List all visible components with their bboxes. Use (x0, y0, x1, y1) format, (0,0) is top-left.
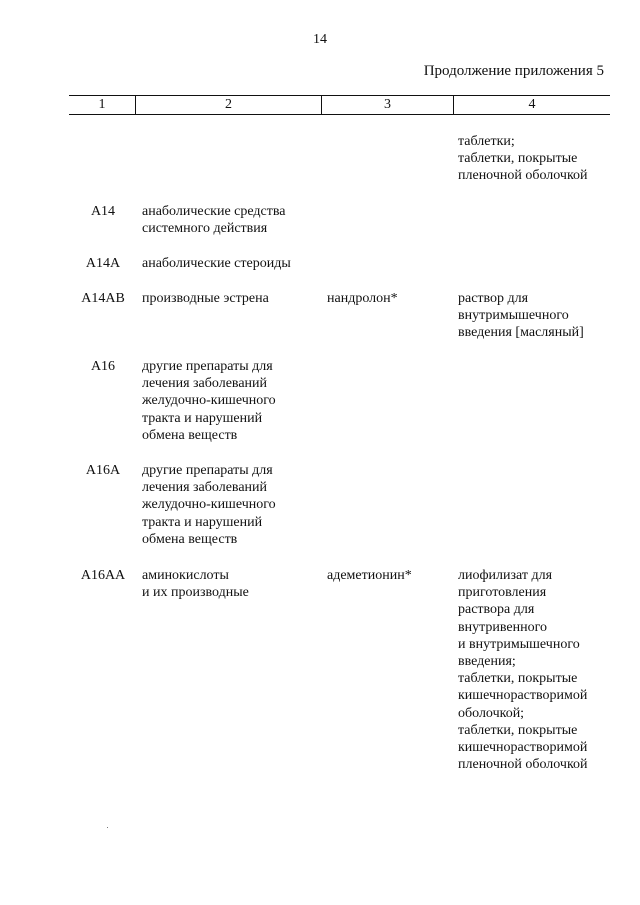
drug-name: адеметионин* (327, 568, 412, 583)
header-col-4: 4 (528, 97, 536, 112)
page-number: 14 (313, 32, 327, 47)
atc-code: A14AB (81, 291, 125, 306)
pharmacological-group: другие препараты для лечения заболеваний желудочно-кишечного тракта и нарушений обмена веществ (142, 359, 276, 443)
dosage-form: лиофилизат для приготовления раствора для внутривенного и внутримышечного введения; таблетки, покрытые кишечнорастворимой оболочкой; таблетки, покрытые кишечнорастворимой пленочной оболочкой (458, 568, 588, 773)
atc-code: A16 (90, 359, 116, 374)
header-col-3: 3 (322, 96, 454, 114)
dosage-form: таблетки; таблетки, покрытые пленочной оболочкой (458, 134, 588, 184)
atc-code: A14 (90, 204, 116, 219)
dosage-form: раствор для внутримышечного введения [масляный] (458, 291, 584, 341)
atc-code: A16A (85, 463, 121, 478)
header-col-2: 2 (136, 96, 322, 114)
pharmacological-group: другие препараты для лечения заболеваний желудочно-кишечного тракта и нарушений обмена веществ (142, 463, 276, 547)
pharmacological-group: производные эстрена (142, 291, 269, 306)
pharmacological-group: аминокислоты и их производные (142, 568, 249, 601)
atc-code: A14A (85, 256, 121, 271)
pharmacological-group: анаболические средства системного действия (142, 204, 286, 237)
scan-speck (107, 827, 108, 828)
header-col-1: 1 (69, 96, 136, 114)
drug-name: нандролон* (327, 291, 398, 306)
continuation-label: Продолжение приложения 5 (423, 63, 604, 79)
pharmacological-group: анаболические стероиды (142, 256, 291, 271)
table-header (69, 95, 610, 115)
atc-code: A16AA (80, 568, 126, 583)
